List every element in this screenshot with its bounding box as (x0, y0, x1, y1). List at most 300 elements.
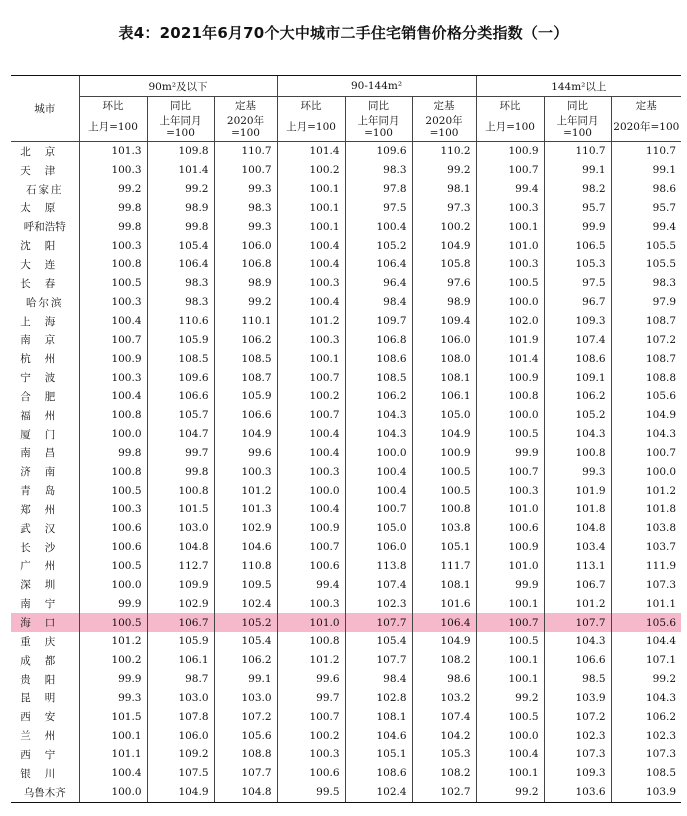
index-value: 99.1 (544, 161, 611, 180)
index-value: 99.3 (544, 462, 611, 481)
city-name: 南京 (20, 334, 70, 347)
index-value: 99.9 (544, 217, 611, 236)
city-name: 乌鲁木齐 (11, 783, 79, 802)
index-value: 100.9 (476, 538, 544, 557)
index-value: 100.3 (277, 462, 345, 481)
index-value: 109.5 (214, 575, 277, 594)
index-value: 100.1 (277, 217, 345, 236)
index-value: 107.7 (345, 651, 412, 670)
index-value: 113.1 (544, 557, 611, 576)
index-value: 104.9 (611, 406, 681, 425)
index-value: 101.0 (476, 236, 544, 255)
index-value: 105.9 (147, 632, 214, 651)
index-value: 108.8 (611, 368, 681, 387)
index-value: 100.0 (79, 575, 147, 594)
table-row (11, 688, 681, 707)
index-value: 101.3 (214, 500, 277, 519)
index-value: 99.4 (277, 575, 345, 594)
sub-header-fixed: 定基 (611, 97, 681, 114)
index-value: 109.7 (345, 312, 412, 331)
index-value: 111.7 (412, 557, 476, 576)
index-value: 101.2 (544, 594, 611, 613)
index-value: 100.0 (79, 425, 147, 444)
index-value: 108.6 (544, 349, 611, 368)
city-name: 南宁 (20, 598, 70, 611)
index-value: 102.4 (345, 783, 412, 802)
index-value: 100.5 (79, 557, 147, 576)
index-value: 106.1 (412, 387, 476, 406)
index-value: 100.8 (412, 500, 476, 519)
index-value: 104.3 (345, 425, 412, 444)
index-value: 106.6 (544, 651, 611, 670)
index-value: 99.1 (214, 670, 277, 689)
index-value: 105.3 (412, 745, 476, 764)
index-value: 100.8 (544, 444, 611, 463)
city-name: 西宁 (20, 748, 70, 761)
index-value: 107.4 (544, 330, 611, 349)
index-value: 109.6 (345, 142, 412, 161)
index-value: 100.3 (277, 745, 345, 764)
index-value: 100.4 (79, 312, 147, 331)
index-value: 105.6 (611, 613, 681, 632)
index-value: 100.5 (476, 632, 544, 651)
index-value: 100.5 (79, 613, 147, 632)
city-name: 天津 (20, 164, 70, 177)
index-value: 104.8 (147, 538, 214, 557)
index-value: 101.4 (147, 161, 214, 180)
index-value: 100.8 (277, 632, 345, 651)
index-value: 100.8 (147, 481, 214, 500)
index-value: 100.7 (476, 161, 544, 180)
sub-header-fixed: 定基 (412, 97, 476, 114)
index-value: 100.7 (476, 462, 544, 481)
index-value: 106.0 (147, 726, 214, 745)
index-value: 100.1 (79, 726, 147, 745)
index-value: 110.7 (214, 142, 277, 161)
index-value: 100.4 (277, 444, 345, 463)
index-value: 101.1 (611, 594, 681, 613)
table-row (11, 557, 681, 576)
city-name: 西安 (20, 711, 70, 724)
index-value: 99.6 (214, 444, 277, 463)
table-row (11, 236, 681, 255)
city-name: 武汉 (20, 522, 70, 535)
index-value: 103.0 (147, 688, 214, 707)
index-value: 99.4 (611, 217, 681, 236)
table-row (11, 462, 681, 481)
index-value: 104.6 (345, 726, 412, 745)
index-value: 109.6 (147, 368, 214, 387)
index-value: 100.3 (79, 368, 147, 387)
index-value: 99.9 (79, 594, 147, 613)
index-value: 100.3 (79, 161, 147, 180)
index-value: 105.8 (412, 255, 476, 274)
index-value: 102.9 (214, 519, 277, 538)
index-value: 108.7 (611, 312, 681, 331)
city-name: 长沙 (20, 541, 70, 554)
index-value: 99.2 (214, 293, 277, 312)
index-value: 107.3 (611, 745, 681, 764)
city-name: 成都 (20, 654, 70, 667)
city-name: 长春 (20, 277, 70, 290)
index-value: 101.1 (79, 745, 147, 764)
index-value: 99.3 (214, 180, 277, 199)
index-value: 100.1 (476, 764, 544, 783)
base-header-yoy: 上年同月=100 (544, 113, 611, 142)
index-value: 104.3 (611, 425, 681, 444)
index-value: 102.8 (345, 688, 412, 707)
index-value: 100.8 (79, 255, 147, 274)
index-value: 100.9 (476, 142, 544, 161)
index-value: 105.4 (147, 236, 214, 255)
index-value: 100.6 (277, 764, 345, 783)
index-value: 98.2 (544, 180, 611, 199)
index-value: 103.6 (544, 783, 611, 802)
index-value: 100.4 (277, 500, 345, 519)
index-value: 100.5 (412, 481, 476, 500)
index-value: 100.7 (476, 613, 544, 632)
index-value: 100.6 (476, 519, 544, 538)
index-value: 107.2 (214, 707, 277, 726)
sub-header-mom: 环比 (277, 97, 345, 114)
index-value: 101.5 (147, 500, 214, 519)
index-value: 108.5 (611, 764, 681, 783)
index-value: 100.1 (277, 199, 345, 218)
index-value: 99.6 (277, 670, 345, 689)
index-value: 102.4 (214, 594, 277, 613)
index-value: 107.2 (611, 330, 681, 349)
index-value: 101.2 (79, 632, 147, 651)
index-value: 106.6 (214, 406, 277, 425)
index-value: 108.5 (147, 349, 214, 368)
index-value: 99.9 (476, 575, 544, 594)
table-row (11, 255, 681, 274)
index-value: 99.5 (277, 783, 345, 802)
table-row (11, 349, 681, 368)
index-value: 100.1 (476, 594, 544, 613)
sub-header-yoy: 同比 (345, 97, 412, 114)
table-row (11, 312, 681, 331)
index-value: 100.2 (277, 726, 345, 745)
index-value: 100.9 (412, 444, 476, 463)
index-value: 106.8 (214, 255, 277, 274)
index-value: 99.9 (79, 670, 147, 689)
index-value: 102.3 (345, 594, 412, 613)
index-value: 99.4 (476, 180, 544, 199)
city-name: 济南 (20, 466, 70, 479)
index-value: 101.2 (277, 312, 345, 331)
index-value: 98.4 (345, 670, 412, 689)
sub-header-yoy: 同比 (147, 97, 214, 114)
city-name: 兰州 (20, 730, 70, 743)
index-value: 100.9 (79, 349, 147, 368)
index-value: 100.5 (79, 274, 147, 293)
table-row (11, 538, 681, 557)
index-value: 105.2 (345, 236, 412, 255)
index-value: 101.6 (412, 594, 476, 613)
sub-header-mom: 环比 (79, 97, 147, 114)
table-row (11, 745, 681, 764)
index-value: 109.1 (544, 368, 611, 387)
index-value: 100.2 (277, 387, 345, 406)
index-value: 100.4 (476, 745, 544, 764)
index-value: 99.9 (476, 444, 544, 463)
index-value: 101.2 (277, 651, 345, 670)
index-value: 101.9 (476, 330, 544, 349)
city-name: 海口 (11, 613, 79, 632)
index-value: 101.0 (476, 557, 544, 576)
index-value: 98.3 (611, 274, 681, 293)
index-value: 105.2 (544, 406, 611, 425)
index-value: 99.3 (214, 217, 277, 236)
index-value: 102.9 (147, 594, 214, 613)
index-value: 109.9 (147, 575, 214, 594)
index-value: 100.3 (277, 330, 345, 349)
table-row (11, 387, 681, 406)
index-value: 106.2 (611, 707, 681, 726)
index-value: 110.7 (544, 142, 611, 161)
index-value: 100.7 (277, 368, 345, 387)
table-row (11, 632, 681, 651)
index-value: 99.7 (147, 444, 214, 463)
index-value: 106.4 (147, 255, 214, 274)
index-value: 106.0 (412, 330, 476, 349)
index-value: 104.9 (214, 425, 277, 444)
index-value: 105.5 (611, 236, 681, 255)
index-value: 112.7 (147, 557, 214, 576)
index-value: 99.2 (147, 180, 214, 199)
index-value: 100.3 (214, 462, 277, 481)
table-row (11, 293, 681, 312)
index-value: 106.2 (214, 330, 277, 349)
city-name: 郑州 (20, 503, 70, 516)
index-value: 97.5 (544, 274, 611, 293)
index-value: 97.6 (412, 274, 476, 293)
index-value: 104.3 (345, 406, 412, 425)
index-value: 100.8 (79, 462, 147, 481)
index-value: 100.4 (79, 764, 147, 783)
index-value: 105.9 (214, 387, 277, 406)
index-value: 100.5 (476, 274, 544, 293)
index-value: 99.2 (476, 783, 544, 802)
index-value: 107.3 (611, 575, 681, 594)
index-value: 100.3 (79, 236, 147, 255)
index-value: 103.4 (544, 538, 611, 557)
index-value: 105.6 (214, 726, 277, 745)
index-value: 100.7 (277, 707, 345, 726)
index-value: 103.2 (412, 688, 476, 707)
table-row (11, 425, 681, 444)
index-value: 101.0 (277, 613, 345, 632)
city-name: 深圳 (20, 579, 70, 592)
city-name: 沈阳 (20, 240, 70, 253)
city-name: 北京 (20, 145, 70, 158)
index-value: 105.5 (611, 255, 681, 274)
city-name: 杭州 (20, 353, 70, 366)
index-value: 101.8 (544, 500, 611, 519)
city-name: 贵阳 (20, 673, 70, 686)
index-value: 100.7 (79, 330, 147, 349)
index-value: 107.7 (214, 764, 277, 783)
index-value: 101.9 (544, 481, 611, 500)
index-value: 102.0 (476, 312, 544, 331)
index-value: 101.2 (611, 481, 681, 500)
index-value: 99.3 (79, 688, 147, 707)
index-value: 103.8 (412, 519, 476, 538)
city-name: 银川 (20, 767, 70, 780)
index-value: 102.3 (611, 726, 681, 745)
group-header-large: 144m²以上 (476, 76, 681, 97)
index-value: 108.2 (412, 764, 476, 783)
index-value: 108.7 (611, 349, 681, 368)
index-value: 105.0 (412, 406, 476, 425)
city-name: 太原 (20, 202, 70, 215)
index-value: 108.0 (412, 349, 476, 368)
group-header-medium: 90-144m² (277, 76, 476, 97)
index-value: 100.4 (277, 255, 345, 274)
index-value: 102.3 (544, 726, 611, 745)
index-value: 100.4 (277, 425, 345, 444)
table-row (11, 764, 681, 783)
table-row (11, 670, 681, 689)
index-value: 100.1 (476, 217, 544, 236)
city-name: 厦门 (20, 428, 70, 441)
index-value: 108.1 (412, 575, 476, 594)
index-value: 100.3 (476, 481, 544, 500)
index-value: 100.3 (277, 274, 345, 293)
index-value: 107.1 (611, 651, 681, 670)
table-row (11, 575, 681, 594)
table-row (11, 199, 681, 218)
index-value: 106.0 (214, 236, 277, 255)
index-value: 98.9 (147, 199, 214, 218)
index-value: 98.6 (611, 180, 681, 199)
index-value: 109.2 (147, 745, 214, 764)
index-value: 100.5 (412, 462, 476, 481)
base-header-yoy: 上年同月=100 (345, 113, 412, 142)
table-row (11, 481, 681, 500)
index-value: 100.8 (79, 406, 147, 425)
city-name: 呼和浩特 (23, 221, 66, 234)
index-value: 101.4 (277, 142, 345, 161)
index-value: 108.5 (214, 349, 277, 368)
index-value: 99.8 (147, 462, 214, 481)
index-value: 100.0 (611, 462, 681, 481)
index-value: 98.3 (147, 293, 214, 312)
index-value: 98.4 (345, 293, 412, 312)
index-value: 98.7 (147, 670, 214, 689)
index-value: 110.7 (611, 142, 681, 161)
index-value: 100.1 (476, 670, 544, 689)
base-header-mom: 上月=100 (476, 113, 544, 142)
city-name: 昆明 (20, 692, 70, 705)
table-row (11, 651, 681, 670)
city-column-header: 城市 (11, 76, 79, 142)
index-value: 103.0 (147, 519, 214, 538)
index-value: 98.9 (214, 274, 277, 293)
index-value: 100.4 (277, 293, 345, 312)
index-value: 107.8 (147, 707, 214, 726)
index-value: 100.4 (277, 236, 345, 255)
index-value: 101.0 (476, 500, 544, 519)
index-value: 100.4 (345, 462, 412, 481)
city-name: 哈尔滨 (26, 296, 64, 309)
index-value: 104.8 (214, 783, 277, 802)
index-value: 99.2 (476, 688, 544, 707)
index-value: 96.7 (544, 293, 611, 312)
index-value: 95.7 (611, 199, 681, 218)
index-value: 106.2 (544, 387, 611, 406)
index-value: 100.1 (476, 651, 544, 670)
index-value: 103.8 (611, 519, 681, 538)
index-value: 110.1 (214, 312, 277, 331)
table-row (11, 783, 681, 802)
index-value: 107.3 (544, 745, 611, 764)
index-value: 98.3 (345, 161, 412, 180)
table-row (11, 217, 681, 236)
index-value: 103.9 (544, 688, 611, 707)
table-row (11, 444, 681, 463)
index-value: 106.2 (345, 387, 412, 406)
index-value: 105.4 (345, 632, 412, 651)
table-title: 表4：2021年6月70个大中城市二手住宅销售价格分类指数（一） (118, 24, 569, 42)
index-value: 109.3 (544, 764, 611, 783)
index-value: 100.1 (277, 349, 345, 368)
index-value: 108.2 (412, 651, 476, 670)
index-value: 106.4 (412, 613, 476, 632)
index-value: 100.7 (611, 444, 681, 463)
index-value: 100.0 (476, 726, 544, 745)
index-value: 99.2 (79, 180, 147, 199)
city-name: 石家庄 (26, 183, 64, 196)
index-value: 108.8 (214, 745, 277, 764)
index-value: 100.6 (79, 519, 147, 538)
index-value: 99.8 (147, 217, 214, 236)
index-value: 105.1 (345, 745, 412, 764)
index-value: 106.0 (345, 538, 412, 557)
index-value: 110.2 (412, 142, 476, 161)
sub-header-yoy: 同比 (544, 97, 611, 114)
index-value: 100.0 (476, 293, 544, 312)
table-row (11, 330, 681, 349)
index-value: 100.6 (79, 538, 147, 557)
index-value: 98.6 (412, 670, 476, 689)
index-value: 104.2 (412, 726, 476, 745)
index-value: 104.3 (611, 688, 681, 707)
index-value: 105.7 (147, 406, 214, 425)
index-value: 104.8 (544, 519, 611, 538)
price-index-table (11, 75, 681, 803)
index-value: 100.3 (476, 199, 544, 218)
table-row (11, 406, 681, 425)
index-value: 100.8 (476, 387, 544, 406)
index-value: 100.3 (476, 255, 544, 274)
index-value: 109.8 (147, 142, 214, 161)
index-value: 99.1 (611, 161, 681, 180)
table-row (11, 142, 681, 161)
index-value: 103.0 (214, 688, 277, 707)
index-value: 108.6 (345, 349, 412, 368)
index-value: 107.4 (345, 575, 412, 594)
index-value: 106.5 (544, 236, 611, 255)
base-header-fixed: 2020年=100 (611, 113, 681, 142)
index-value: 106.8 (345, 330, 412, 349)
index-value: 100.4 (79, 387, 147, 406)
table-row (11, 180, 681, 199)
index-value: 107.4 (412, 707, 476, 726)
city-name: 南昌 (20, 447, 70, 460)
index-value: 104.9 (412, 425, 476, 444)
